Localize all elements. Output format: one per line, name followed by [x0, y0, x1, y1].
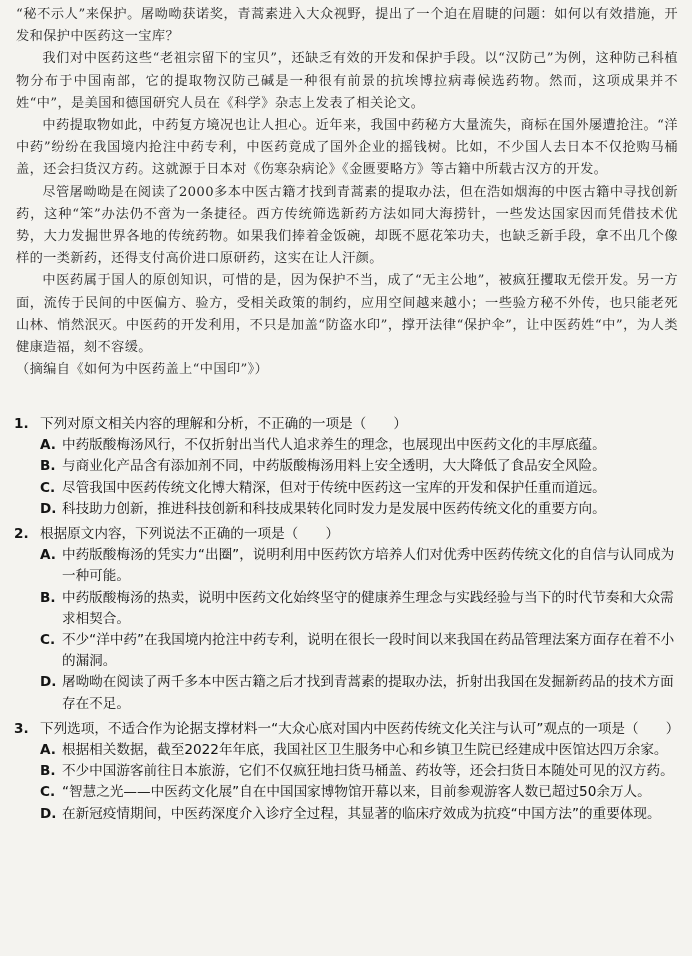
question-stem: 下列对原文相关内容的理解和分析，不正确的一项是（ ）	[40, 416, 408, 432]
option-text: 中药版酸梅汤风行，不仅折射出当代人追求养生的理念，也展现出中医药文化的丰厚底蕴。	[62, 437, 606, 454]
option-letter: A.	[40, 437, 56, 454]
option-text: 与商业化产品含有添加剂不同，中药版酸梅汤用料上安全透明，大大降低了食品安全风险。	[62, 458, 606, 475]
option-letter: B.	[40, 589, 56, 606]
question-2	[14, 524, 678, 715]
passage-paragraph-3: 中药提取物如此，中药复方境况也让人担心。近年来，我国中药秘方大量流失，商标在国外屡遭抢注。“洋中药”纷纷在我国境内抢注中药专利，中医药竟成了国外企业的摇钱树。比如，不少国人去日本不仅抢购马桶盖，还会扫货汉方药。这就源于日本对《伤寒杂病论》《金匮要略方》等古籍中所载古汉方的开发。	[16, 118, 678, 178]
question-list	[14, 414, 678, 829]
option-c	[40, 782, 678, 803]
option-letter: A.	[40, 547, 56, 564]
option-c	[40, 478, 678, 499]
question-number: 1.	[14, 416, 29, 432]
option-text: 科技助力创新，推进科技创新和科技成果转化同时发力是发展中医药传统文化的重要方向。	[62, 500, 606, 517]
option-letter: D.	[40, 805, 57, 822]
option-text: 根据相关数据，截至2022年年底，我国社区卫生服务中心和乡镇卫生院已经建成中医馆达四万余家。	[62, 742, 668, 759]
question-number: 3.	[14, 720, 29, 737]
question-stem: 根据原文内容，下列说法不正确的一项是（ ）	[40, 526, 340, 543]
option-letter: B.	[40, 763, 56, 780]
option-letter: C.	[40, 479, 56, 496]
question-3	[14, 719, 678, 825]
option-text: 不少中国游客前往日本旅游，它们不仅疯狂地扫货马桶盖、药妆等，还会扫货日本随处可见的汉方药。	[62, 763, 674, 780]
passage-paragraph-5: 中医药属于国人的原创知识，可惜的是，因为保护不当，成了“无主公地”，被疯狂攫取无偿开发。另一方面，流传于民间的中医偏方、验方，受相关政策的制约，应用空间越来越小；一些验方秘不外传，也只能老死山林、悄然泯灭。中医药的开发利用，不只是加盖“防盗水印”，撑开法律“保护伞”，让中医药姓“中”，为人类健康造福，刻不容缓。	[16, 273, 678, 356]
option-text: 尽管我国中医药传统文化博大精深，但对于传统中医药这一宝库的开发和保护任重而道远。	[62, 479, 606, 496]
option-b	[40, 761, 678, 782]
passage-paragraph-4: 尽管屠呦呦是在阅读了2000多本中医古籍才找到青蒿素的提取办法，但在浩如烟海的中医古籍中寻找创新药，这种“笨”办法仍不啻为一条捷径。西方传统筛选新药方法如同大海捞针，一些发达国家因而凭借技术优势，大力发掘世界各地的传统药物。如果我们捧着金饭碗，却既不愿花笨功夫，也缺乏新手段，拿不出几个像样的一类新药，还得支付高价进口原研药，这实在让人汗颜。	[16, 184, 678, 267]
option-d	[40, 804, 678, 825]
question-stem: 下列选项，不适合作为论据支撑材料一“大众心底对国内中医药传统文化关注与认可”观点的一项是（ ）	[40, 720, 680, 737]
reading-passage	[16, 4, 678, 381]
option-letter: B.	[40, 458, 56, 475]
passage-paragraph-2: 我们对中医药这些“老祖宗留下的宝贝”，还缺乏有效的开发和保护手段。以“汉防己”为例，这种防己科植物分布于中国南部，它的提取物汉防己碱是一种很有前景的抗埃博拉病毒候选药物。然而，这项成果并不姓“中”，是美国和德国研究人员在《科学》杂志上发表了相关论文。	[16, 51, 678, 111]
question-number: 2.	[14, 526, 29, 543]
option-letter: C.	[40, 632, 56, 649]
option-b	[40, 456, 678, 477]
passage-source: （摘编自《如何为中医药盖上“中国印”》）	[16, 362, 269, 378]
option-text: 在新冠疫情期间，中医药深度介入诊疗全过程，其显著的临床疗效成为抗疫“中国方法”的重要体现。	[62, 805, 661, 822]
option-c	[40, 630, 678, 672]
option-text: 中药版酸梅汤的凭实力“出圈”，说明利用中医药饮方培养人们对优秀中医药传统文化的自信与认同成为一种可能。	[62, 547, 675, 585]
option-letter: A.	[40, 742, 56, 759]
passage-paragraph-1: “秘不示人”来保护。屠呦呦获诺奖，青蒿素进入大众视野，提出了一个迫在眉睫的问题：如何以有效措施，开发和保护中医药这一宝库？	[16, 7, 678, 45]
option-text: 不少“洋中药”在我国境内抢注中药专利，说明在很长一段时间以来我国在药品管理法案方面存在着不小的漏洞。	[62, 632, 675, 670]
option-letter: C.	[40, 784, 56, 801]
option-text: “智慧之光——中医药文化展”自在中国国家博物馆开幕以来，目前参观游客人数已超过50余万人。	[62, 784, 651, 801]
option-b	[40, 588, 678, 630]
option-letter: D.	[40, 500, 57, 517]
option-d	[40, 499, 678, 520]
option-a	[40, 740, 678, 761]
option-d	[40, 672, 678, 714]
option-a	[40, 545, 678, 587]
question-1	[14, 414, 678, 520]
option-text: 屠呦呦在阅读了两千多本中医古籍之后才找到青蒿素的提取办法，折射出我国在发掘新药品的技术方面存在不足。	[62, 674, 674, 712]
option-text: 中药版酸梅汤的热卖，说明中医药文化始终坚守的健康养生理念与实践经验与当下的时代节奏和大众需求相契合。	[62, 589, 674, 627]
option-a	[40, 435, 678, 456]
option-letter: D.	[40, 674, 57, 691]
